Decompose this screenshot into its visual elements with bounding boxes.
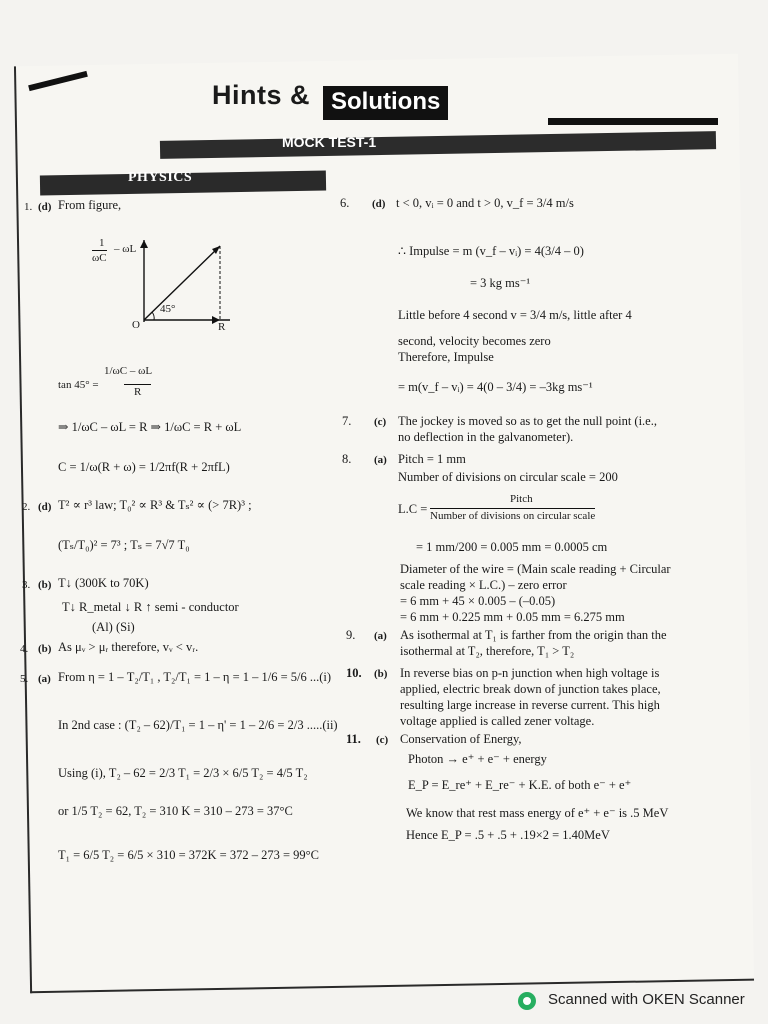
- q6-line2: ∴ Impulse = m (v_f – vᵢ) = 4(3/4 – 0): [398, 244, 584, 258]
- q8-line2: Number of divisions on circular scale = 200: [398, 470, 618, 484]
- q4-option: (b): [38, 643, 52, 655]
- q6-line4: Little before 4 second v = 3/4 m/s, little after 4: [398, 308, 632, 322]
- q3-line3: (Al) (Si): [92, 620, 135, 634]
- title-hints: Hints &: [212, 80, 310, 110]
- q7-line2: no deflection in the galvanometer).: [398, 430, 574, 444]
- q10-text: In reverse bias on p-n junction when high voltage is: [400, 666, 660, 680]
- fig-ylabel-num: 1: [99, 237, 105, 249]
- q3-option: (b): [38, 579, 52, 591]
- q5-line2: In 2nd case : (T₂ – 62)/T₁ = 1 – η' = 1 – 2/6 = 2/3 .....(ii): [58, 718, 338, 732]
- q8-lc-lhs: L.C =: [398, 502, 428, 516]
- q7-number: 7.: [342, 414, 352, 428]
- q11-line5: Hence E_P = .5 + .5 + .19×2 = 1.40MeV: [406, 828, 610, 842]
- q6-line6: Therefore, Impulse: [398, 350, 494, 364]
- q8-lc-num: Pitch: [510, 493, 533, 505]
- q11-number: 11.: [346, 732, 361, 746]
- q5-option: (a): [38, 673, 51, 685]
- q2-result: (Tₛ/T₀)² = 7³ ; Tₛ = 7√7 T₀: [58, 538, 190, 552]
- q1-text: From figure,: [58, 198, 122, 212]
- q8-line5: Diameter of the wire = (Main scale reading + Circular: [400, 562, 671, 576]
- q6-line3: = 3 kg ms⁻¹: [470, 276, 531, 290]
- q11-text: Conservation of Energy,: [400, 732, 522, 746]
- q10-number: 10.: [346, 666, 362, 680]
- q9-option: (a): [374, 630, 387, 642]
- fig-origin: O: [132, 319, 140, 331]
- q7-option: (c): [374, 416, 387, 428]
- q11-line2: Photon → e⁺ + e⁻ + energy: [408, 752, 547, 766]
- q2-text: T² ∝ r³ law; T₀² ∝ R³ & Tₛ² ∝ (> 7R)³ ;: [58, 498, 252, 512]
- q6-line7: = m(v_f – vᵢ) = 4(0 – 3/4) = –3kg ms⁻¹: [398, 380, 593, 394]
- tan-lhs: tan 45° =: [58, 379, 99, 391]
- q8-line8: = 6 mm + 0.225 mm + 0.05 mm = 6.275 mm: [400, 610, 625, 624]
- capacitance-line: C = 1/ω(R + ω) = 1/2πf(R + 2πfL): [58, 460, 230, 474]
- q8-option: (a): [374, 454, 387, 466]
- q1-number: 1.: [24, 201, 33, 213]
- q4-number: 4.: [20, 643, 29, 655]
- q5-line3: Using (i), T₂ – 62 = 2/3 T₁ = 2/3 × 6/5 T₂ = 4/5 T₂: [58, 766, 308, 780]
- q6-option: (d): [372, 198, 386, 210]
- q8-line4: = 1 mm/200 = 0.005 mm = 0.0005 cm: [416, 540, 608, 554]
- q6-line5: second, velocity becomes zero: [398, 334, 551, 348]
- q2-option: (d): [38, 501, 52, 513]
- q8-line7: = 6 mm + 45 × 0.005 – (–0.05): [400, 594, 556, 608]
- title-solutions: Solutions: [323, 86, 448, 120]
- fig-angle: 45°: [160, 303, 176, 315]
- q9-text: As isothermal at T₁ is farther from the origin than the: [400, 628, 667, 642]
- scanner-logo-icon: [518, 992, 536, 1010]
- implication-line: ⇒ 1/ωC – ωL = R ⇒ 1/ωC = R + ωL: [58, 420, 242, 434]
- q2-number: 2.: [22, 501, 31, 513]
- q3-number: 3.: [22, 579, 31, 591]
- q11-line3: E_P = E_re⁺ + E_re⁻ + K.E. of both e⁻ + e⁺: [408, 778, 632, 792]
- q8-line6: scale reading × L.C.) – zero error: [400, 578, 567, 592]
- q8-lc-den: Number of divisions on circular scale: [430, 510, 596, 522]
- q4-text: As μᵥ > μᵣ therefore, vᵥ < vᵣ.: [58, 640, 199, 654]
- decor-bar-right: [548, 118, 718, 125]
- q3-text: T↓ (300K to 70K): [58, 576, 149, 590]
- q5-line5: T₁ = 6/5 T₂ = 6/5 × 310 = 372K = 372 – 273 = 99°C: [58, 848, 319, 862]
- q9-line2: isothermal at T₂, therefore, T₁ > T₂: [400, 644, 575, 658]
- q5-line4: or 1/5 T₂ = 62, T₂ = 310 K = 310 – 273 = 37°C: [58, 804, 293, 818]
- q10-option: (b): [374, 668, 388, 680]
- section-title: PHYSICS: [128, 170, 193, 185]
- q3-line2: T↓ R_metal ↓ R ↑ semi - conductor: [62, 600, 239, 614]
- tan-num: 1/ωC – ωL: [104, 365, 153, 377]
- q10-line3: resulting large increase in reverse current. This high: [400, 698, 660, 712]
- scanner-watermark: Scanned with OKEN Scanner: [548, 991, 745, 1008]
- fig-ylabel-den: ωC: [92, 252, 107, 264]
- q5-text: From η = 1 – T₂/T₁ , T₂/T₁ = 1 – η = 1 – 1/6 = 5/6 ...(i): [58, 670, 332, 684]
- q7-text: The jockey is moved so as to get the null point (i.e.,: [398, 414, 657, 428]
- q11-line4: We know that rest mass energy of e⁺ + e⁻ is .5 MeV: [406, 806, 669, 820]
- q10-line4: voltage applied is called zener voltage.: [400, 714, 595, 728]
- fig-ylabel-tail: – ωL: [114, 243, 137, 255]
- q9-number: 9.: [346, 628, 356, 642]
- q1-option: (d): [38, 201, 52, 213]
- q5-number: 5.: [20, 673, 29, 685]
- q8-number: 8.: [342, 452, 352, 466]
- q8-text: Pitch = 1 mm: [398, 452, 466, 466]
- q10-line2: applied, electric break down of junction takes place,: [400, 682, 661, 696]
- q11-option: (c): [376, 734, 389, 746]
- q6-text: t < 0, vᵢ = 0 and t > 0, v_f = 3/4 m/s: [396, 196, 574, 210]
- mock-test-label: MOCK TEST-1: [282, 134, 377, 150]
- tan-den: R: [124, 384, 151, 400]
- fig-xlabel: R: [218, 321, 226, 333]
- q6-number: 6.: [340, 196, 350, 210]
